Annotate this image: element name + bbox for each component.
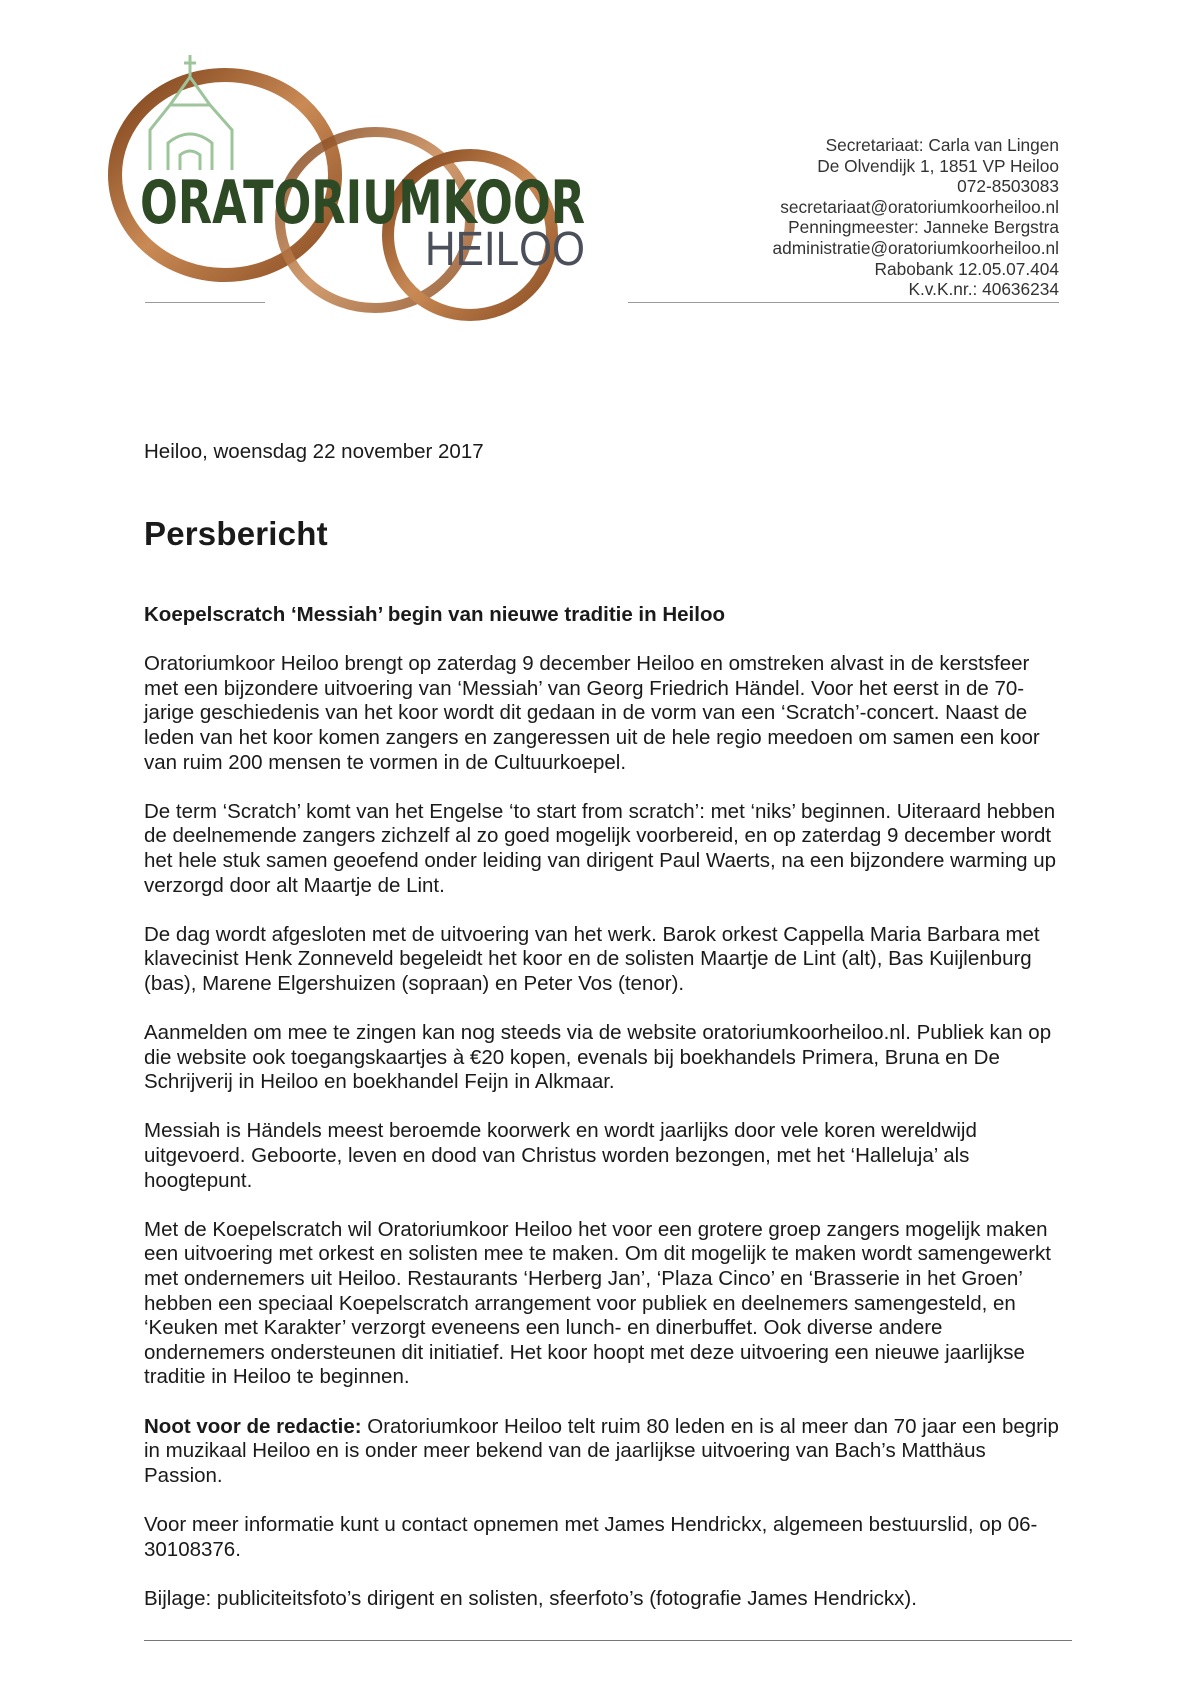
header-divider-right (628, 302, 1059, 303)
contact-info: Voor meer informatie kunt u contact opnemen met James Hendrickx, algemeen bestuurslid, op 06-30108376. (144, 1512, 1038, 1561)
contact-address: De Olvendijk 1, 1851 VP Heiloo (817, 155, 1059, 176)
page-title: Persbericht (144, 515, 328, 552)
logo-name-top: ORATORIUMKOOR (140, 168, 585, 238)
contact-admin-email[interactable]: administratie@oratoriumkoorheiloo.nl (772, 237, 1059, 258)
editor-note-label: Noot voor de redactie: (144, 1414, 362, 1438)
contact-secretary: Secretariaat: Carla van Lingen (825, 135, 1059, 155)
paragraph-tickets: Aanmelden om mee te zingen kan nog steeds via de website oratoriumkoorheiloo.nl. Publiek kan op die website ook toegangskaartjes à €20 kopen, evenals bij boekhandels Primera, Bruna en De Schrijverij in Heiloo en boekhandel Feijn in Alkmaar. (144, 1021, 1052, 1094)
choir-logo (110, 55, 670, 330)
contact-kvk: K.v.K.nr.: 40636234 (908, 279, 1059, 300)
attachment-note: Bijlage: publiciteitsfoto’s dirigent en solisten, sfeerfoto’s (fotografie James Hendrickx). (144, 1586, 917, 1610)
contact-phone: 072-8503083 (957, 176, 1059, 197)
letter-date: Heiloo, woensdag 22 november 2017 (144, 440, 484, 463)
contact-bank: Rabobank 12.05.07.404 (874, 258, 1059, 279)
editor-note (144, 1415, 1064, 1489)
logo-name-bottom: HEILOO (425, 223, 585, 276)
contact-block (659, 135, 1059, 300)
contact-treasurer: Penningmeester: Janneke Bergstra (788, 217, 1059, 238)
paragraph-intro: Oratoriumkoor Heiloo brengt op zaterdag 9 december Heiloo en omstreken alvast in de kerstsfeer met een bijzondere uitvoering van ‘Messiah’ van Georg Friedrich Händel. Voor het eerst in de 70-jarige geschiedenis van het koor wordt dit gedaan in de vorm van een ‘Scratch’-concert. Naast de leden van het koor komen zangers en zangeressen uit de hele regio meedoen om samen een koor van ruim 200 mensen te vormen in de Cultuurkoepel. (144, 652, 1040, 774)
header-divider-left (145, 302, 265, 303)
paragraph-messiah: Messiah is Händels meest beroemde koorwerk en wordt jaarlijks door vele koren wereldwijd uitgevoerd. Geboorte, leven en dood van Christus worden bezongen, met het ‘Halleluja’ als hoogtepunt. (144, 1119, 977, 1192)
letter-body (144, 603, 1064, 1636)
contact-secretary-email[interactable]: secretariaat@oratoriumkoorheiloo.nl (780, 196, 1059, 217)
paragraph-performance: De dag wordt afgesloten met de uitvoering van het werk. Barok orkest Cappella Maria Barbara met klavecinist Henk Zonneveld begeleidt het koor en de solisten Maartje de Lint (alt), Bas Kuijlenburg (bas), Marene Elgershuizen (sopraan) en Peter Vos (tenor). (144, 922, 1040, 995)
press-headline: Koepelscratch ‘Messiah’ begin van nieuwe traditie in Heiloo (144, 603, 725, 626)
footer-divider (144, 1640, 1072, 1641)
paragraph-sponsors: Met de Koepelscratch wil Oratoriumkoor Heiloo het voor een grotere groep zangers mogelijk maken een uitvoering met orkest en solisten mee te maken. Om dit mogelijk te maken wordt samengewerkt met ondernemers uit Heiloo. Restaurants ‘Herberg Jan’, ‘Plaza Cinco’ en ‘Brasserie in het Groen’ hebben een speciaal Koepelscratch arrangement voor publiek en deelnemers samengesteld, en ‘Keuken met Karakter’ verzorgt eveneens een lunch- en dinerbuffet. Ook diverse andere ondernemers ondersteunen dit initiatief. Het koor hoopt met deze uitvoering een nieuwe jaarlijkse traditie in Heiloo te beginnen. (144, 1217, 1051, 1389)
editor-note-text: Oratoriumkoor Heiloo telt ruim 80 leden en is al meer dan 70 jaar een begrip in muzikaal Heiloo en is onder meer bekend van de jaarlijkse uitvoering van Bach’s Matthäus Passion. (144, 1414, 1059, 1487)
paragraph-scratch: De term ‘Scratch’ komt van het Engelse ‘to start from scratch’: met ‘niks’ beginnen. Uiteraard hebben de deelnemende zangers zichzelf al zo goed mogelijk voorbereid, en op zaterdag 9 december wordt het hele stuk samen geoefend onder leiding van dirigent Paul Waerts, na een bijzondere warming up verzorgd door alt Maartje de Lint. (144, 799, 1057, 897)
